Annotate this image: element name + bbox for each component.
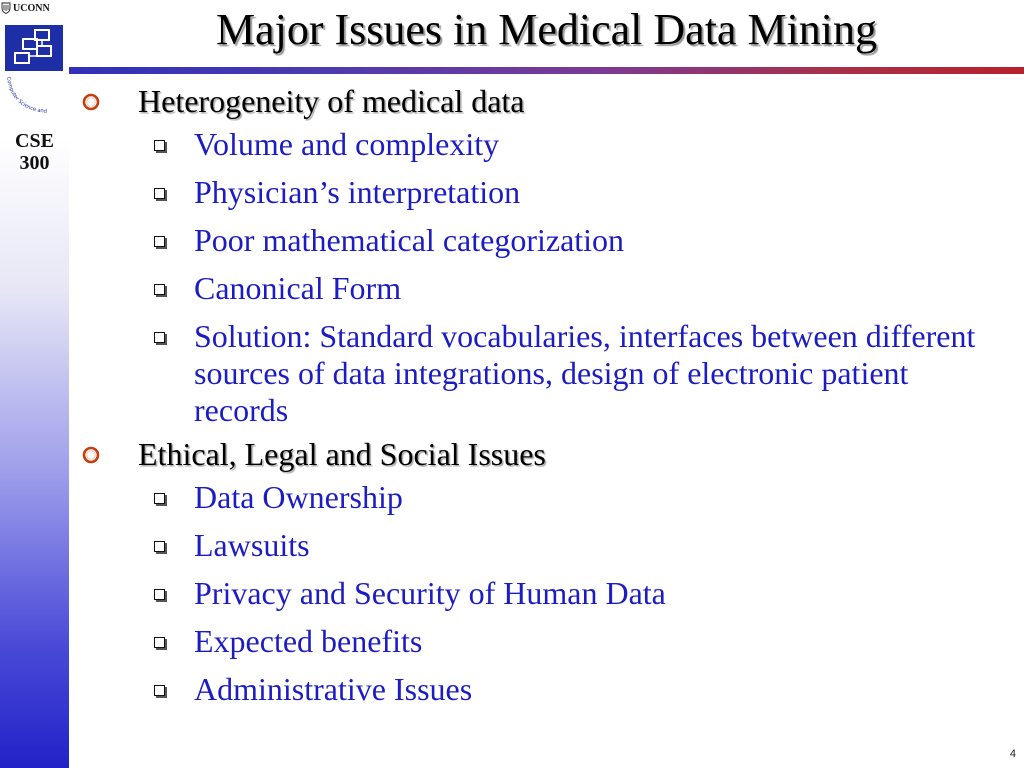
list-item-text: Poor mathematical categorization xyxy=(194,222,625,258)
department-logo-icon xyxy=(1,19,67,119)
square-bullet-icon xyxy=(154,685,165,696)
square-bullet-icon xyxy=(154,541,165,552)
list-item xyxy=(80,671,1010,708)
page-number: 4 xyxy=(1009,748,1016,760)
square-bullet-icon xyxy=(154,188,165,199)
list-item xyxy=(80,174,1010,211)
list-item-text: Volume and complexity xyxy=(194,126,500,162)
list-item xyxy=(80,270,1010,307)
svg-text:Computer Science and Engineeri: Computer Science and xyxy=(5,76,48,115)
university-logo xyxy=(1,0,50,16)
course-code: CSE xyxy=(15,130,54,152)
list-item-text: Expected benefits xyxy=(194,623,423,659)
list-item-text: Administrative Issues xyxy=(194,671,473,707)
course-label xyxy=(0,130,69,174)
university-logo-text: UCONN xyxy=(13,2,50,14)
list-item-text: Solution: Standard vocabularies, interfaces between different sources of data integrations, design of electronic patient records xyxy=(194,318,976,428)
section-heading-2 xyxy=(80,435,1010,473)
circle-bullet-icon xyxy=(82,446,100,464)
list-item xyxy=(80,527,1010,564)
list-item-text: Lawsuits xyxy=(194,527,310,563)
slide-content xyxy=(80,82,1010,719)
course-number: 300 xyxy=(19,152,50,174)
square-bullet-icon xyxy=(154,284,165,295)
title-underline xyxy=(69,67,1024,74)
list-item xyxy=(80,575,1010,612)
list-item xyxy=(80,318,1010,429)
list-item-text: Canonical Form xyxy=(194,270,402,306)
square-bullet-icon xyxy=(154,493,165,504)
section-heading-text: Ethical, Legal and Social Issues xyxy=(138,436,546,472)
circle-bullet-icon xyxy=(82,93,100,111)
slide-title: Major Issues in Medical Data Mining xyxy=(215,5,878,54)
square-bullet-icon xyxy=(154,140,165,151)
list-item xyxy=(80,623,1010,660)
square-bullet-icon xyxy=(154,589,165,600)
square-bullet-icon xyxy=(154,236,165,247)
list-item xyxy=(80,479,1010,516)
section-heading-text: Heterogeneity of medical data xyxy=(138,83,525,119)
list-item xyxy=(80,222,1010,259)
section-heading-1 xyxy=(80,82,1010,120)
square-bullet-icon xyxy=(154,637,165,648)
sidebar xyxy=(0,0,69,768)
university-seal-icon xyxy=(1,2,11,14)
list-item xyxy=(80,126,1010,163)
list-item-text: Privacy and Security of Human Data xyxy=(194,575,666,611)
list-item-text: Data Ownership xyxy=(194,479,403,515)
list-item-text: Physician’s interpretation xyxy=(194,174,521,210)
square-bullet-icon xyxy=(154,332,165,343)
